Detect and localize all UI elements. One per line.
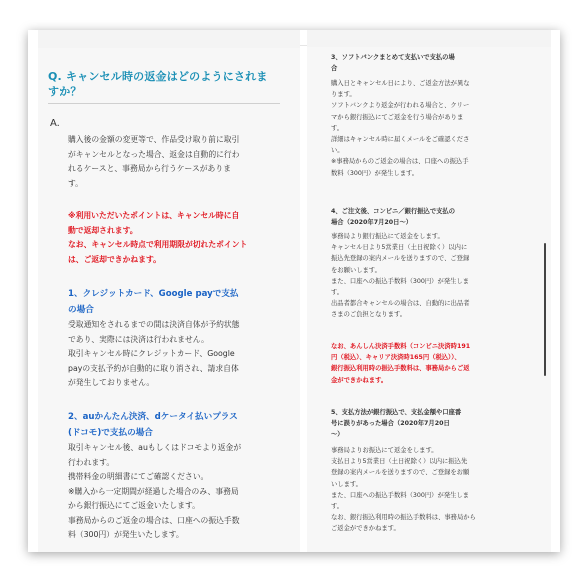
heading-line: 4、ご注文後、コンビニ／銀行振込で支払の bbox=[331, 208, 456, 215]
text-line: をお願いします。 bbox=[331, 266, 381, 274]
text-line: 数料（300円）が発生します。 bbox=[331, 169, 419, 177]
text-line: 支払日より5営業日（土日祝除く）以内に振込先 bbox=[331, 458, 468, 466]
text-line: ご返金ができかねます。 bbox=[331, 525, 400, 533]
text-line: す。 bbox=[331, 289, 344, 297]
text-line: ※購入から一定期間が経過した場合のみ、事務局 bbox=[68, 486, 239, 496]
section3-heading bbox=[331, 52, 455, 74]
intro-paragraph bbox=[68, 133, 240, 191]
section4-heading bbox=[331, 206, 455, 228]
faq-question-title: Q. キャンセル時の返金はどのようにされますか？ bbox=[48, 70, 268, 98]
text-line: い。 bbox=[331, 147, 344, 155]
text-line: 購入後の金額の変更等で、作品受け取り前に取引 bbox=[68, 135, 240, 144]
text-line: キャンセル日より5営業日（土日祝除く）以内に bbox=[331, 244, 468, 252]
text-line: 購入日とキャンセル日により、ご返金方法が異な bbox=[331, 80, 470, 87]
text-line: payの支払予約が自動的に取り消され、請求自体 bbox=[68, 363, 239, 373]
text-line: 出品者都合キャンセルの場合は、自動的に出品者 bbox=[331, 300, 470, 308]
text-line: なお、あんしん決済手数料（コンビニ決済時191 bbox=[331, 343, 471, 350]
text-line: 取引キャンセル時にクレジットカード、Google bbox=[68, 349, 235, 358]
text-line: 事務局よりお振込にて返金をします。 bbox=[331, 447, 438, 454]
text-line: 詳細はキャンセル時に届くメールをご確認くださ bbox=[331, 136, 470, 144]
text-line: 振込先登録の案内メールを送りますので、ご登録 bbox=[331, 255, 470, 263]
text-line: がキャンセルとなった場合、返金は自動的に行わ bbox=[68, 149, 240, 159]
text-line: なお、キャンセル時点で利用期限が切れたポイント bbox=[68, 240, 248, 249]
text-line: 動で返却されます。 bbox=[68, 225, 138, 235]
text-line: いします。 bbox=[331, 480, 362, 488]
text-line: マから銀行振込にてご返金を行う場合がありま bbox=[331, 113, 464, 121]
text-line: す。 bbox=[331, 124, 344, 132]
text-line: 事務局からのご返金の場合は、口座への振込手数 bbox=[68, 515, 240, 525]
heading-line: 2、auかんたん決済、dケータイ払いプラス bbox=[68, 412, 238, 422]
section3-body bbox=[331, 78, 470, 179]
answer-label: A. bbox=[50, 118, 60, 129]
text-line: ソフトバンクより返金が行われる場合と、クリー bbox=[331, 102, 470, 110]
heading-line: の場合 bbox=[68, 304, 94, 315]
heading-line: 場合（2020年7月20日～） bbox=[331, 219, 413, 227]
question-divider bbox=[48, 103, 280, 104]
heading-line: 合 bbox=[331, 65, 338, 73]
text-line: ※利用いただいたポイントは、キャンセル時に自 bbox=[68, 211, 240, 220]
text-line: また、口座への振込手数料（300円）が発生しま bbox=[331, 491, 469, 499]
text-line: 携帯料金の明細書にてご確認ください。 bbox=[68, 472, 209, 481]
text-line: す。 bbox=[331, 503, 344, 511]
text-line: 金ができかねます。 bbox=[331, 376, 388, 384]
section2-body bbox=[68, 441, 241, 543]
text-line: から銀行振込にてご返金いたします。 bbox=[68, 501, 200, 510]
text-line: 行われます。 bbox=[68, 457, 115, 467]
text-line: ※事務局からのご返金の場合は、口座への振込手 bbox=[331, 158, 469, 166]
section5-heading bbox=[331, 407, 461, 441]
section4-body bbox=[331, 231, 470, 321]
text-line: であり、実際には決済は行われません。 bbox=[68, 334, 209, 344]
text-line: 円（税込）、キャリア決済時165円（税込））、 bbox=[331, 354, 461, 362]
heading-line: ～） bbox=[331, 431, 344, 439]
text-line: 取引キャンセル後、auもしくはドコモより返金が bbox=[68, 443, 242, 452]
text-line: 登録の案内メールを送りますので、ご登録をお願 bbox=[331, 469, 470, 477]
section5-body bbox=[331, 445, 476, 535]
text-line: 銀行振込利用時の振込手数料は、事務局からご返 bbox=[331, 365, 470, 373]
text-line: さまのご負担となります。 bbox=[331, 311, 407, 319]
text-line: す。 bbox=[68, 178, 83, 188]
section1-heading bbox=[68, 287, 239, 318]
text-line: 事務局より銀行振込にて返金をします。 bbox=[331, 233, 444, 240]
section4-notice bbox=[331, 341, 470, 386]
text-line: れるケースと、事務局から行うケースがありま bbox=[68, 164, 231, 173]
text-line: は、ご返却できかねます。 bbox=[68, 254, 161, 264]
heading-line: 号に誤りがあった場合（2020年7月20日 bbox=[331, 420, 450, 428]
heading-line: 3、ソフトバンクまとめて支払いで支払の場 bbox=[331, 54, 455, 61]
text-line: 受取通知をされるまでの間は決済自体が予約状態 bbox=[68, 320, 240, 329]
heading-line: (ドコモ)で支払の場合 bbox=[68, 427, 153, 438]
heading-line: 1、クレジットカード、Google payで支払 bbox=[68, 289, 239, 299]
section1-body bbox=[68, 318, 240, 391]
text-line: 料（300円）が発生いたします。 bbox=[68, 530, 184, 539]
point-notice bbox=[68, 209, 247, 267]
text-line: また、口座への振込手数料（300円）が発生しま bbox=[331, 277, 469, 285]
scrollbar-thumb[interactable] bbox=[544, 243, 546, 376]
screenshot-frame bbox=[28, 30, 560, 552]
text-line: が発生しておりません。 bbox=[68, 378, 155, 387]
text-line: なお、銀行振込利用時の振込手数料は、事務局から bbox=[331, 514, 476, 522]
heading-line: 5、支払方法が銀行振込で、支払金額や口座番 bbox=[331, 409, 462, 416]
section2-heading bbox=[68, 410, 238, 441]
text-line: ります。 bbox=[331, 91, 356, 99]
